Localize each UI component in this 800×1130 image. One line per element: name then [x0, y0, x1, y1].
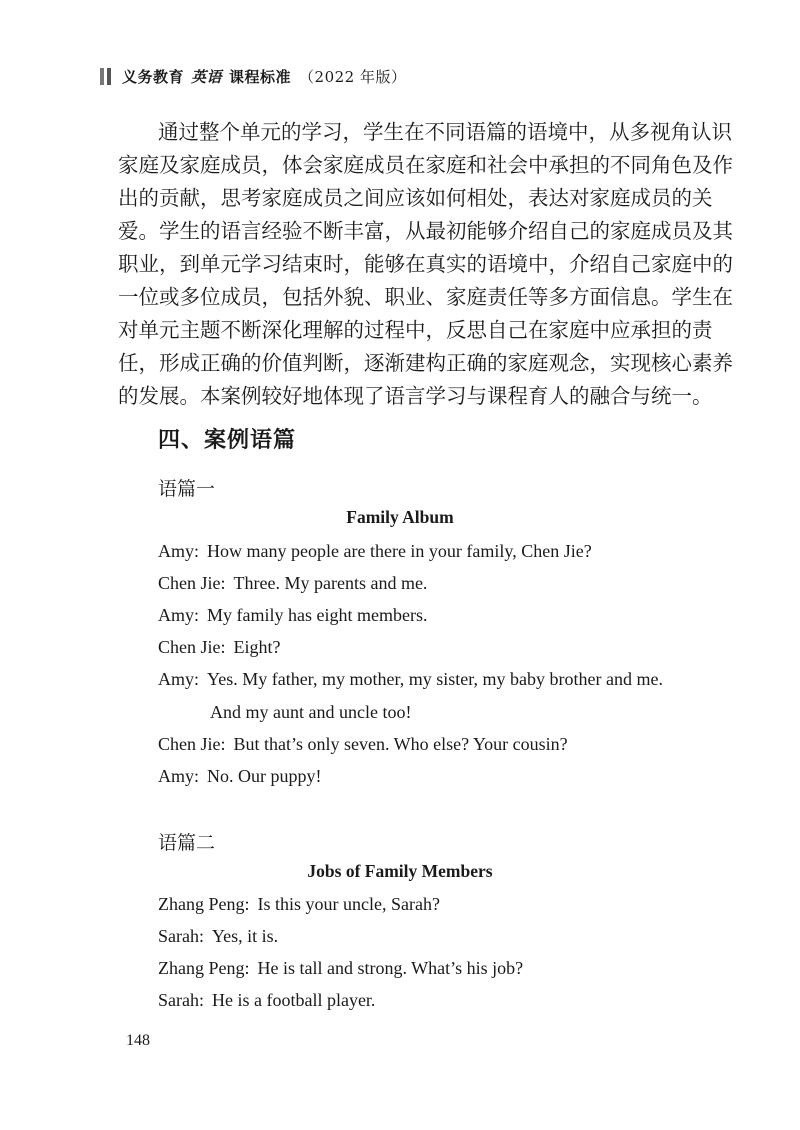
paragraph-line: 的发展。本案例较好地体现了语言学习与课程育人的融合与统一。	[118, 384, 713, 408]
dialog-line	[158, 541, 592, 562]
utterance: My family has eight members.	[207, 605, 428, 625]
header-title-part1: 义务教育	[122, 67, 185, 86]
dialog-line	[158, 637, 281, 658]
dialog-line	[158, 766, 322, 787]
dialog-line	[158, 734, 568, 755]
dialog-line	[158, 926, 278, 947]
utterance: Yes, it is.	[211, 926, 279, 946]
paragraph-line: 家庭及家庭成员，体会家庭成员在家庭和社会中承担的不同角色及作	[118, 153, 733, 177]
passage1-label: 语篇一	[158, 478, 216, 500]
body-paragraph	[118, 116, 733, 413]
dialog-line	[158, 573, 427, 594]
utterance: Yes. My father, my mother, my sister, my baby brother and me.	[207, 669, 663, 689]
utterance: But that’s only seven. Who else? Your cousin?	[233, 734, 568, 754]
speaker: Zhang Peng:	[158, 958, 250, 978]
passage1-title: Family Album	[346, 507, 454, 527]
paragraph-line: 通过整个单元的学习，学生在不同语篇的语境中，从多视角认识	[158, 120, 732, 144]
speaker: Amy:	[158, 669, 200, 689]
header-year: （2022 年版）	[299, 67, 407, 86]
utterance: Is this your uncle, Sarah?	[257, 894, 440, 914]
utterance: Three. My parents and me.	[233, 573, 428, 593]
speaker: Chen Jie:	[158, 734, 226, 754]
speaker: Amy:	[158, 541, 200, 561]
page-number: 148	[126, 1032, 150, 1049]
utterance: He is tall and strong. What’s his job?	[257, 958, 524, 978]
running-header	[100, 64, 407, 88]
paragraph-line: 对单元主题不断深化理解的过程中，反思自己在家庭中应承担的责	[118, 318, 713, 342]
speaker: Amy:	[158, 605, 200, 625]
speaker: Zhang Peng:	[158, 894, 250, 914]
paragraph-line: 出的贡献，思考家庭成员之间应该如何相处，表达对家庭成员的关	[118, 186, 713, 210]
dialog-line	[158, 669, 663, 690]
paragraph-line: 一位或多位成员，包括外貌、职业、家庭责任等多方面信息。学生在	[118, 285, 733, 309]
header-title-part3: 课程标准	[229, 67, 292, 86]
speaker: Amy:	[158, 766, 200, 786]
paragraph-line: 职业，到单元学习结束时，能够在真实的语境中，介绍自己家庭中的	[118, 252, 733, 276]
paragraph-line: 任，形成正确的价值判断，逐渐建构正确的家庭观念，实现核心素养	[118, 351, 733, 375]
speaker: Sarah:	[158, 990, 204, 1010]
paragraph-line: 爱。学生的语言经验不断丰富，从最初能够介绍自己的家庭成员及其	[118, 219, 733, 243]
dialog-line-continuation	[210, 702, 411, 723]
utterance: Eight?	[233, 637, 281, 657]
utterance: No. Our puppy!	[207, 766, 322, 786]
header-bars-icon	[100, 68, 114, 85]
utterance: He is a football player.	[211, 990, 376, 1010]
utterance: And my aunt and uncle too!	[210, 702, 412, 722]
section-title: 四、案例语篇	[158, 427, 297, 453]
passage2-title: Jobs of Family Members	[307, 861, 493, 881]
speaker: Chen Jie:	[158, 573, 226, 593]
utterance: How many people are there in your family, Chen Jie?	[207, 541, 592, 561]
dialog-line	[158, 894, 440, 915]
speaker: Chen Jie:	[158, 637, 226, 657]
dialog-line	[158, 605, 427, 626]
dialog-line	[158, 958, 523, 979]
passage2-label: 语篇二	[158, 832, 216, 854]
dialog-line	[158, 990, 375, 1011]
speaker: Sarah:	[158, 926, 204, 946]
header-title-part2: 英语	[191, 67, 223, 86]
